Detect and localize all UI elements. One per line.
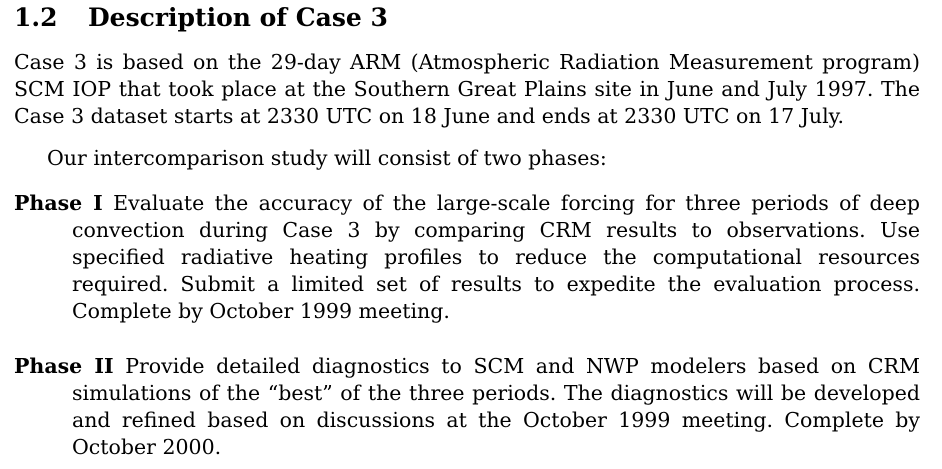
section-title: Description of Case 3 (88, 3, 388, 32)
phase-1-item (14, 190, 920, 325)
phase-2-text: Provide detailed diagnostics to SCM and NWP modelers based on CRM simulations of the “best” of the three periods. The diagnostics will be developed and refined based on discussions at the October 1999 meeting. Complete by October 2000. (72, 354, 920, 459)
lead-sentence: Our intercomparison study will consist of two phases: (47, 146, 607, 170)
phase-1-text: Evaluate the accuracy of the large-scale forcing for three periods of deep convection during Case 3 by comparing CRM results to observations. Use specified radiative heating profiles to reduce the computational resources required. Submit a limited set of results to expedite the evaluation process. Complete by October 1999 meeting. (72, 191, 920, 323)
section-heading (14, 2, 388, 34)
phase-1-label: Phase I (14, 191, 103, 215)
section-number: 1.2 (14, 3, 58, 32)
intro-paragraph: Case 3 is based on the 29-day ARM (Atmospheric Radiation Measurement program) SCM IOP that took place at the Southern Great Plains site in June and July 1997. The Case 3 dataset starts at 2330 UTC on 18 June and ends at 2330 UTC on 17 July. (14, 50, 920, 128)
phase-2-item (14, 353, 920, 461)
phase-2-label: Phase II (14, 354, 114, 378)
